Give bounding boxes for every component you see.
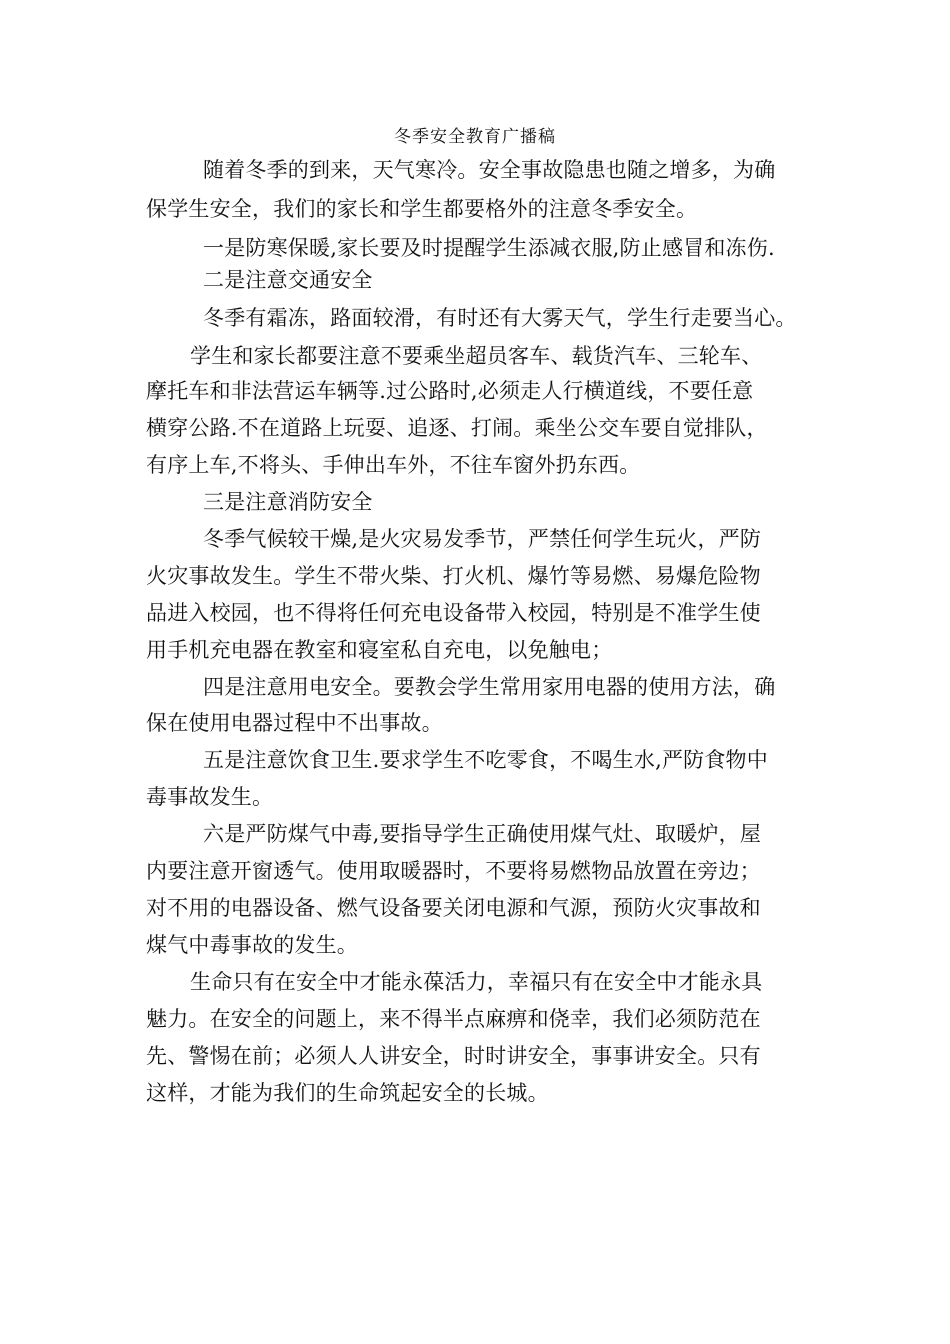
text-line: 随着冬季的到来，天气寒冷。安全事故隐患也随之增多，为确 bbox=[203, 158, 776, 182]
text-line: 用手机充电器在教室和寝室私自充电，以免触电； bbox=[146, 638, 613, 662]
text-line: 生命只有在安全中才能永葆活力，幸福只有在安全中才能永具 bbox=[190, 970, 763, 994]
text-line: 煤气中毒事故的发生。 bbox=[146, 933, 358, 957]
text-line: 内要注意开窗透气。使用取暖器时，不要将易燃物品放置在旁边； bbox=[146, 859, 761, 883]
text-line: 毒事故发生。 bbox=[146, 785, 274, 809]
text-line: 摩托车和非法营运车辆等.过公路时,必须走人行横道线，不要任意 bbox=[146, 379, 754, 403]
text-line: 冬季有霜冻，路面较滑，有时还有大雾天气，学生行走要当心。 bbox=[203, 306, 797, 330]
text-line: 五是注意饮食卫生.要求学生不吃零食，不喝生水,严防食物中 bbox=[203, 748, 768, 772]
text-line: 魅力。在安全的问题上，来不得半点麻痹和侥幸，我们必须防范在 bbox=[146, 1007, 761, 1031]
text-line: 火灾事故发生。学生不带火柴、打火机、爆竹等易燃、易爆危险物 bbox=[146, 564, 761, 588]
text-line: 保学生安全，我们的家长和学生都要格外的注意冬季安全。 bbox=[146, 197, 698, 221]
text-line: 有序上车,不将头、手伸出车外，不往车窗外扔东西。 bbox=[146, 453, 641, 477]
text-line: 冬季气候较干燥,是火灾易发季节，严禁任何学生玩火，严防 bbox=[203, 527, 762, 551]
text-line: 先、警惕在前；必须人人讲安全，时时讲安全，事事讲安全。只有 bbox=[146, 1044, 761, 1068]
text-line: 横穿公路.不在道路上玩耍、追逐、打闹。乘坐公交车要自觉排队， bbox=[146, 416, 768, 440]
text-line: 保在使用电器过程中不出事故。 bbox=[146, 711, 443, 735]
text-line: 二是注意交通安全 bbox=[203, 268, 373, 292]
text-line: 一是防寒保暖,家长要及时提醒学生添减衣服,防止感冒和冻伤. bbox=[203, 236, 775, 260]
document-title: 冬季安全教育广播稿 bbox=[394, 127, 556, 147]
text-line: 品进入校园，也不得将任何充电设备带入校园，特别是不准学生使 bbox=[146, 601, 761, 625]
text-line: 六是严防煤气中毒,要指导学生正确使用煤气灶、取暖炉，屋 bbox=[203, 822, 762, 846]
text-line: 三是注意消防安全 bbox=[203, 490, 373, 514]
text-line: 学生和家长都要注意不要乘坐超员客车、载货汽车、三轮车、 bbox=[190, 344, 763, 368]
text-line: 对不用的电器设备、燃气设备要关闭电源和气源，预防火灾事故和 bbox=[146, 896, 761, 920]
text-line: 四是注意用电安全。要教会学生常用家用电器的使用方法，确 bbox=[203, 675, 776, 699]
text-line: 这样，才能为我们的生命筑起安全的长城。 bbox=[146, 1081, 549, 1105]
